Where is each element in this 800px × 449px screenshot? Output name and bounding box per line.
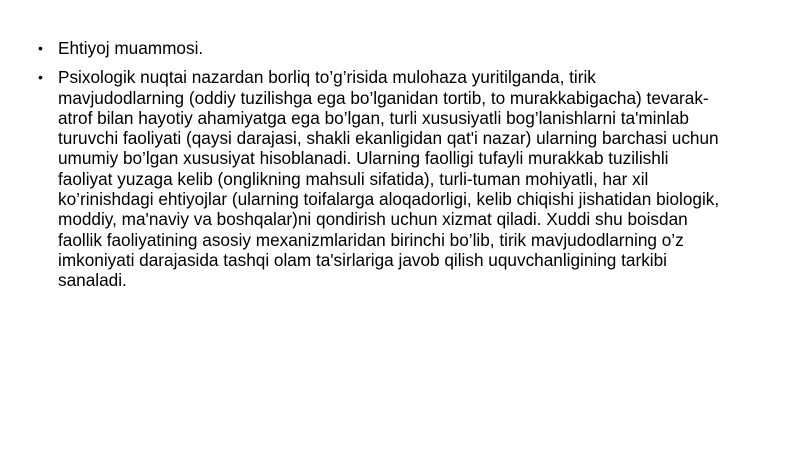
bullet-item-heading bbox=[36, 38, 726, 58]
bullet-dot-icon: • bbox=[38, 69, 43, 86]
bullet-text: Ehtiyoj muammosi. bbox=[58, 38, 204, 58]
bullet-item-paragraph bbox=[36, 67, 726, 290]
bullet-dot-icon: • bbox=[38, 40, 43, 56]
bullet-list bbox=[36, 38, 726, 300]
bullet-text: Psixologik nuqtai nazardan borliq to’g’risida mulohaza yuritilganda, tirik mavjudodlarning (oddiy tuzilishga ega bo’lganidan tortib, to murakkabigacha) tevarak- atrof bilan hayotiy ahamiyatga ega bo’lgan, turli xususiyatli bog’lanishlarni ta'minlab turuvchi faoliyati (qaysi darajasi, shakli ekanligidan qat'i nazar) ularning barchasi uchun umumiy bo’lgan xususiyat hisoblanadi. Ularning faolligi tufayli murakkab tuzilishli faoliyat yuzaga kelib (onglikning mahsuli sifatida), turli-tuman mohiyatli, har xil ko’rinishdagi ehtiyojlar (ularning toifalarga aloqadorligi, kelib chiqishi jishatidan biologik, moddiy, ma'naviy va boshqalar)ni qondirish uchun xizmat qiladi. Xuddi shu boisdan faollik faoliyatining asosiy mexanizmlaridan birinchi bo’lib, tirik mavjudodlarning o’z imkoniyati darajasida tashqi olam ta'sirlariga javob qilish uquvchanligining tarkibi sanaladi. bbox=[58, 67, 720, 291]
